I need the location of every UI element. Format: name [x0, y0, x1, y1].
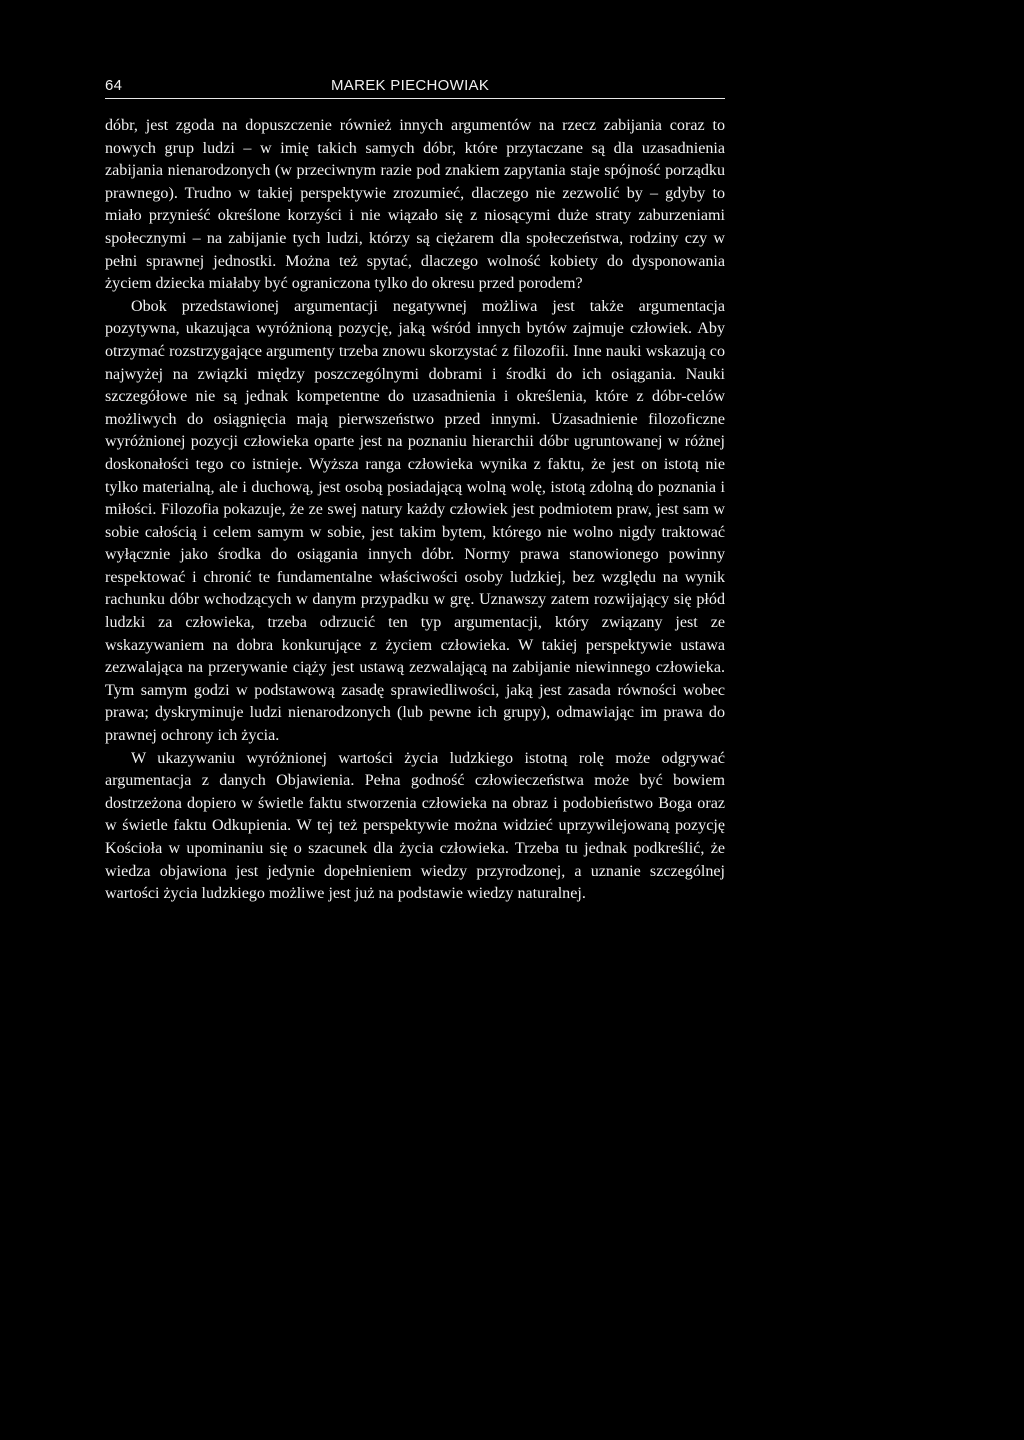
body-text [105, 115, 725, 906]
page-number: 64 [105, 77, 123, 94]
paragraph-positive-argumentation: Obok przedstawionej argumentacji negatywnej możliwa jest także argumentacja pozytywna, ukazująca wyróżnioną pozycję, jaką wśród innych bytów zajmuje człowiek. Aby otrzymać rozstrzygające argumenty trzeba znowu skorzystać z filozofii. Inne nauki wskazują co najwyżej na związki między poszczególnymi dobrami i środki do ich osiągania. Nauki szczegółowe nie są jednak kompetentne do uzasadnienia i określenia, które z dóbr-celów możliwych do osiągnięcia mają pierwszeństwo przed innymi. Uzasadnienie filozoficzne wyróżnionej pozycji człowieka oparte jest na poznaniu hierarchii dóbr ugruntowanej w różnej doskonałości tego co istnieje. Wyższa ranga człowieka wynika z faktu, że jest on istotą nie tylko materialną, ale i duchową, jest osobą posiadającą wolną wolę, istotą zdolną do poznania i miłości. Filozofia pokazuje, że ze swej natury każdy człowiek jest podmiotem praw, jest sam w sobie całością i celem samym w sobie, jest takim bytem, którego nie wolno nigdy traktować wyłącznie jako środka do osiągania innych dóbr. Normy prawa stanowionego powinny respektować i chronić te fundamentalne właściwości osoby ludzkiej, bez względu na wynik rachunku dóbr wchodzących w danym przypadku w grę. Uznawszy zatem rozwijający się płód ludzki za człowieka, trzeba odrzucić ten typ argumentacji, który związany jest ze wskazywaniem na dobra konkurujące z życiem człowieka. W takiej perspektywie ustawa zezwalająca na przerywanie ciąży jest ustawą zezwalającą na zabijanie niewinnego człowieka. Tym samym godzi w podstawową zasadę sprawiedliwości, jaką jest zasada równości wobec prawa; dyskryminuje ludzi nienarodzonych (lub pewne ich grupy), odmawiając im prawa do prawnej ochrony ich życia. [105, 297, 725, 745]
running-head-author: MAREK PIECHOWIAK [331, 77, 490, 94]
running-head [105, 74, 725, 99]
paragraph-revelation: W ukazywaniu wyróżnionej wartości życia ludzkiego istotną rolę może odgrywać argumentacja z danych Objawienia. Pełna godność człowieczeństwa może być bowiem dostrzeżona dopiero w świetle faktu stworzenia człowieka na obraz i podobieństwo Boga oraz w świetle faktu Odkupienia. W tej też perspektywie można widzieć uprzywilejowaną pozycję Kościoła w upominaniu się o szacunek dla życia człowieka. Trzeba tu jednak podkreślić, że wiedza objawiona jest jedynie dopełnieniem wiedzy przyrodzonej, a uznanie szczególnej wartości życia ludzkiego możliwe jest już na podstawie wiedzy naturalnej. [105, 749, 725, 903]
document-page [105, 74, 725, 906]
paragraph-continuation: dóbr, jest zgoda na dopuszczenie również innych argumentów na rzecz zabijania coraz to nowych grup ludzi – w imię takich samych dóbr, które przytaczane są dla uzasadnienia zabijania nienarodzonych (w przeciwnym razie pod znakiem zapytania staje spójność porządku prawnego). Trudno w takiej perspektywie zrozumieć, dlaczego nie zezwolić by – gdyby to miało przynieść określone korzyści i nie wiązało się z niosącymi duże straty zaburzeniami społecznymi – na zabijanie tych ludzi, którzy są ciężarem dla społeczeństwa, rodziny czy w pełni sprawnej jednostki. Można też spytać, dlaczego wolność kobiety do dysponowania życiem dziecka miałaby być ograniczona tylko do okresu przed porodem? [105, 117, 725, 293]
